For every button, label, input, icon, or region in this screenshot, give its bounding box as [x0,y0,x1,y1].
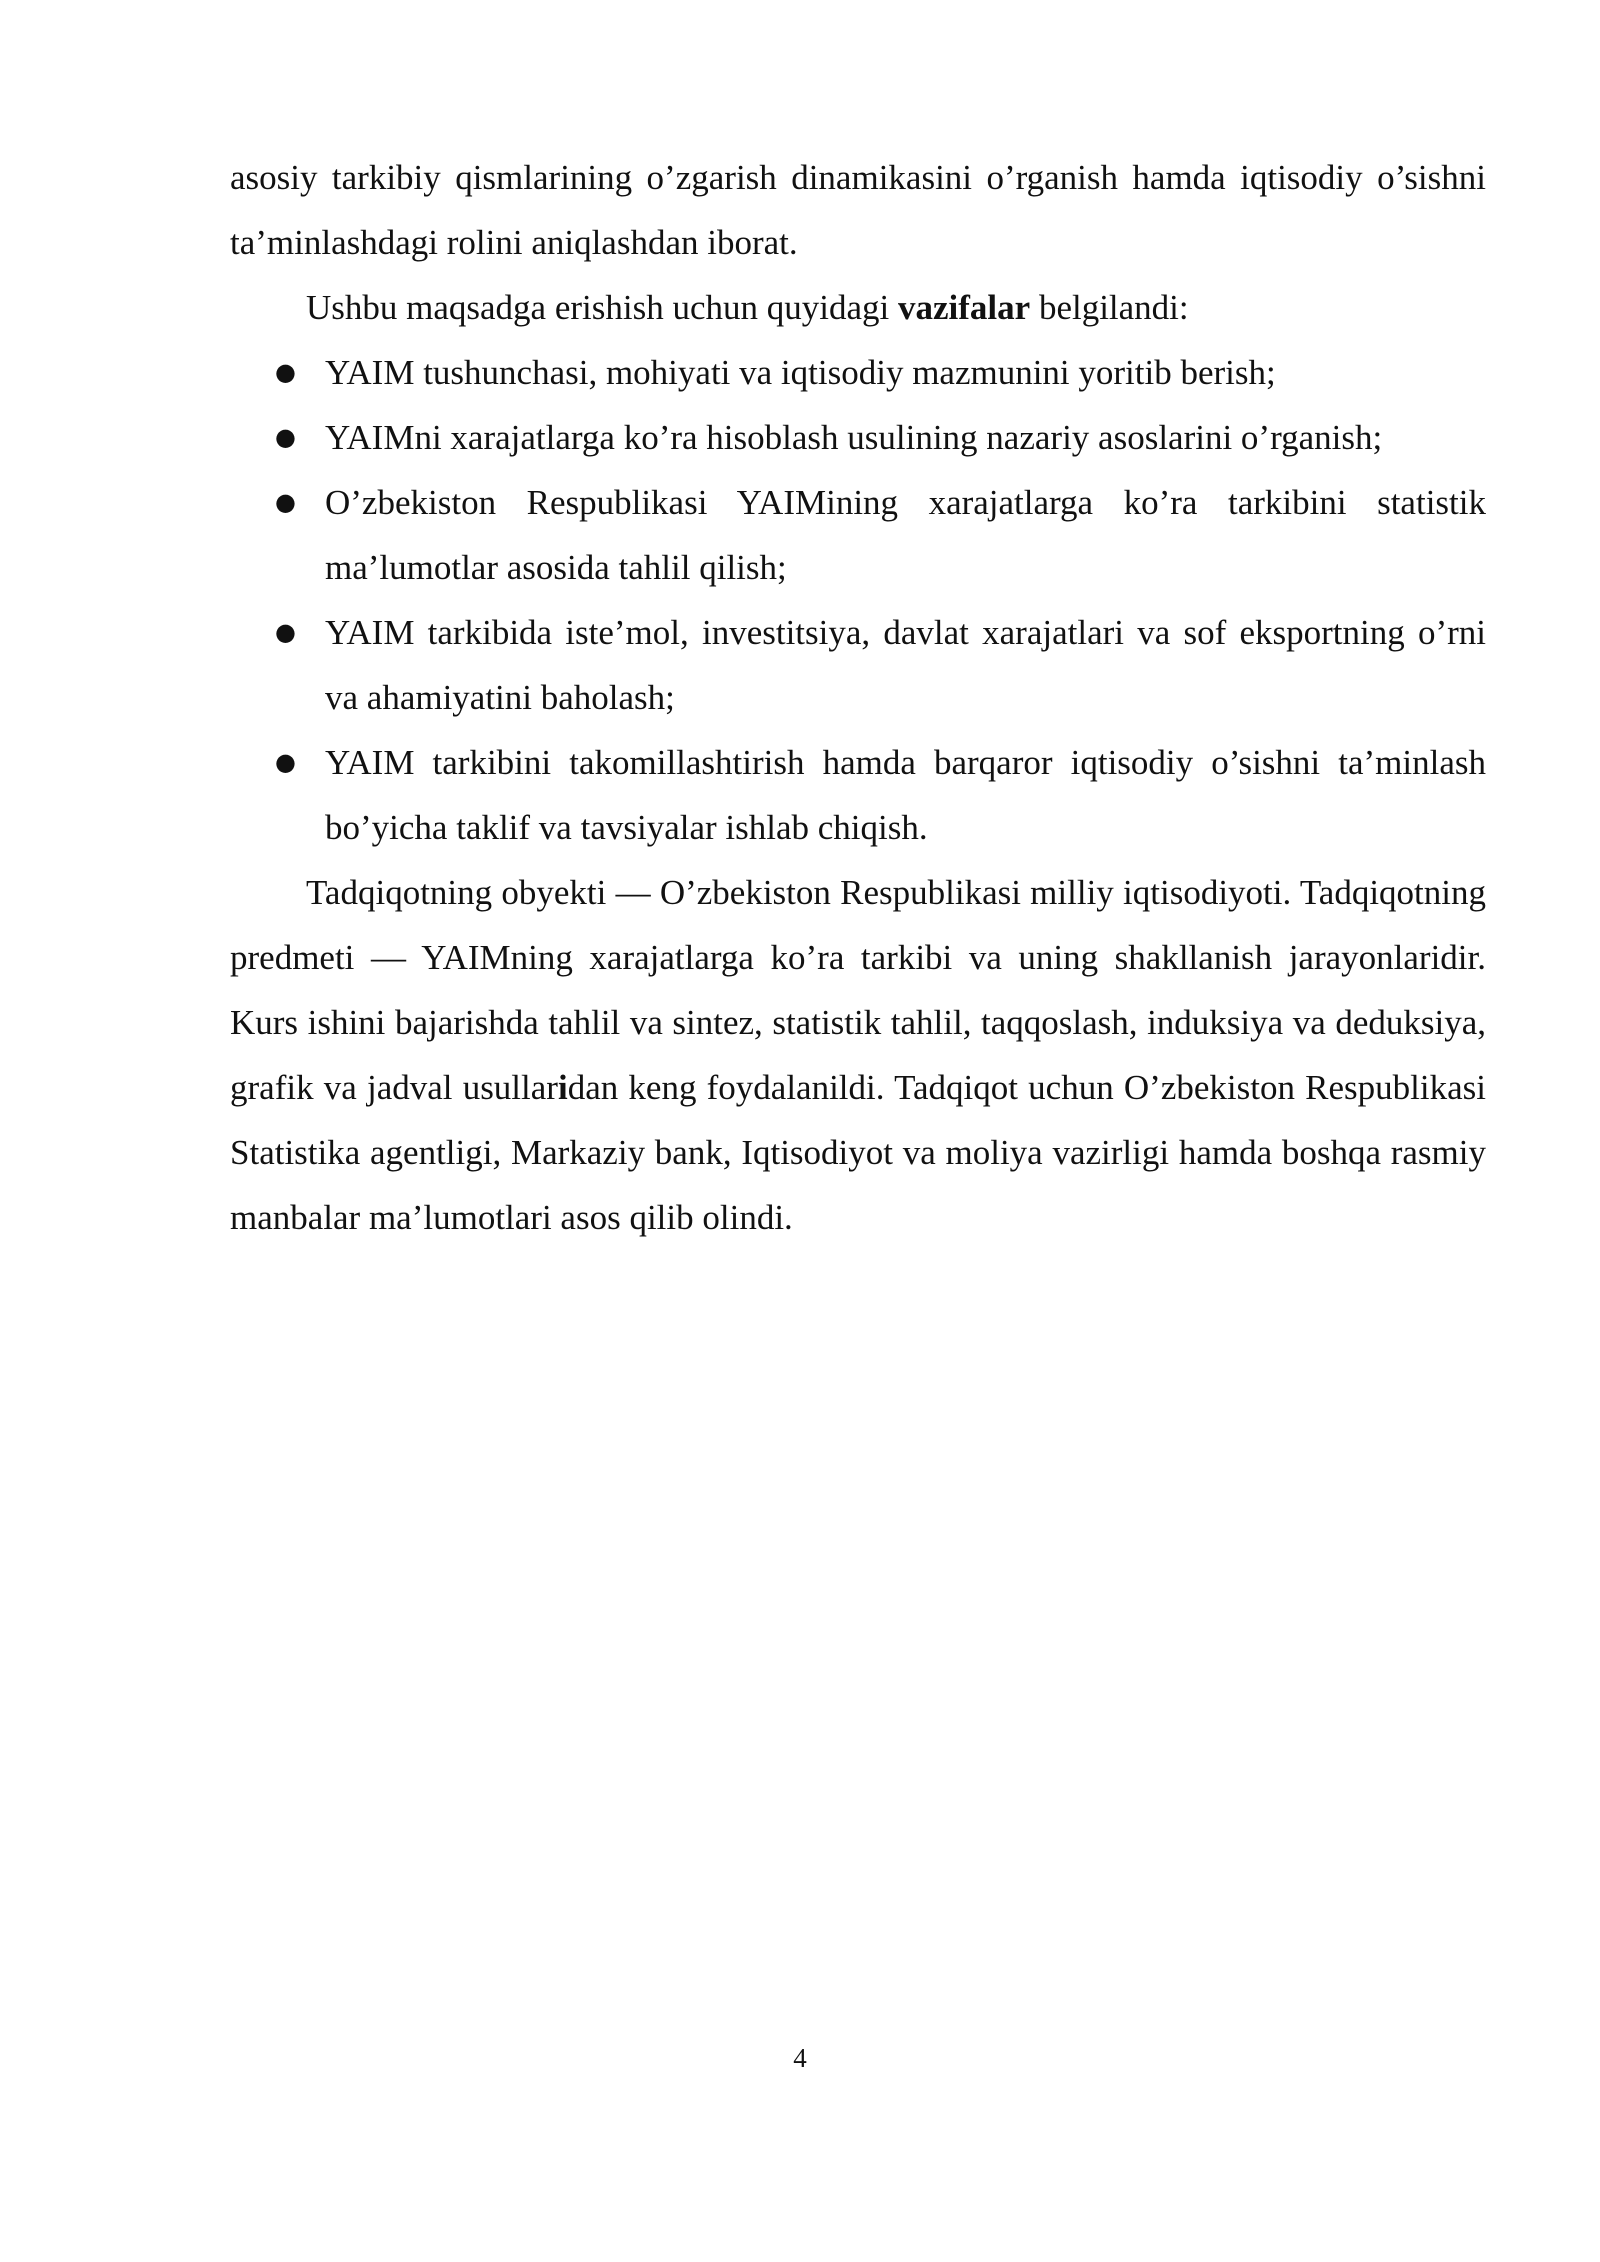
bullet-icon: ● [275,618,296,646]
bullet-icon: ● [275,748,296,776]
tasks-lead-text: Ushbu maqsadga erishish uchun quyidagi [306,288,898,327]
task-text: YAIM tushunchasi, mohiyati va iqtisodiy mazmunini yoritib berish; [325,353,1276,392]
research-object-paragraph [230,860,1486,1250]
task-list-item [275,340,1486,405]
tasks-lead-paragraph [230,275,1486,340]
bullet-icon: ● [275,423,296,451]
tasks-lead-ending: belgilandi: [1030,288,1189,327]
task-text: YAIM tarkibini takomillashtirish hamda barqaror iqtisodiy o’sishni ta’minlash bo’yicha taklif va tavsiyalar ishlab chiqish. [325,743,1486,847]
task-text: YAIMni xarajatlarga ko’ra hisoblash usulining nazariy asoslarini o’rganish; [325,418,1383,457]
task-list-item [275,600,1486,730]
task-list-item [275,730,1486,860]
research-text: Tadqiqotning obyekti — O’zbekiston Respublikasi milliy iqtisodiyoti. Tadqiqotning predmeti — YAIMning xarajatlarga ko’ra tarkibi va uning shakllanish jarayonlaridir. Kurs ishini bajarishda tahlil va sintez, statistik tahlil, taqqoslash, induksiya va deduksiya, grafik va jadval usullar [230,873,1486,1107]
tasks-lead-bold-word: vazifalar [898,288,1031,327]
page-body [230,145,1486,1250]
intro-continuation-paragraph: asosiy tarkibiy qismlarining o’zgarish dinamikasini o’rganish hamda iqtisodiy o’sishni ta’minlashdagi rolini aniqlashdan iborat. [230,158,1486,262]
task-text: O’zbekiston Respublikasi YAIMining xarajatlarga ko’ra tarkibini statistik ma’lumotlar asosida tahlil qilish; [325,483,1486,587]
tasks-list [230,340,1486,860]
task-text: YAIM tarkibida iste’mol, investitsiya, davlat xarajatlari va sof eksportning o’rni va ahamiyatini baholash; [325,613,1486,717]
task-list-item [275,405,1486,470]
research-text-ending: dan keng foydalanildi. Tadqiqot uchun O’zbekiston Respublikasi Statistika agentligi, Markaziy bank, Iqtisodiyot va moliya vazirligi hamda boshqa rasmiy manbalar ma’lumotlari asos qilib olindi. [230,1068,1486,1237]
bullet-icon: ● [275,488,296,516]
research-bold-letter: i [557,1068,568,1107]
page-number: 4 [793,2043,807,2073]
bullet-icon: ● [275,358,296,386]
task-list-item [275,470,1486,600]
